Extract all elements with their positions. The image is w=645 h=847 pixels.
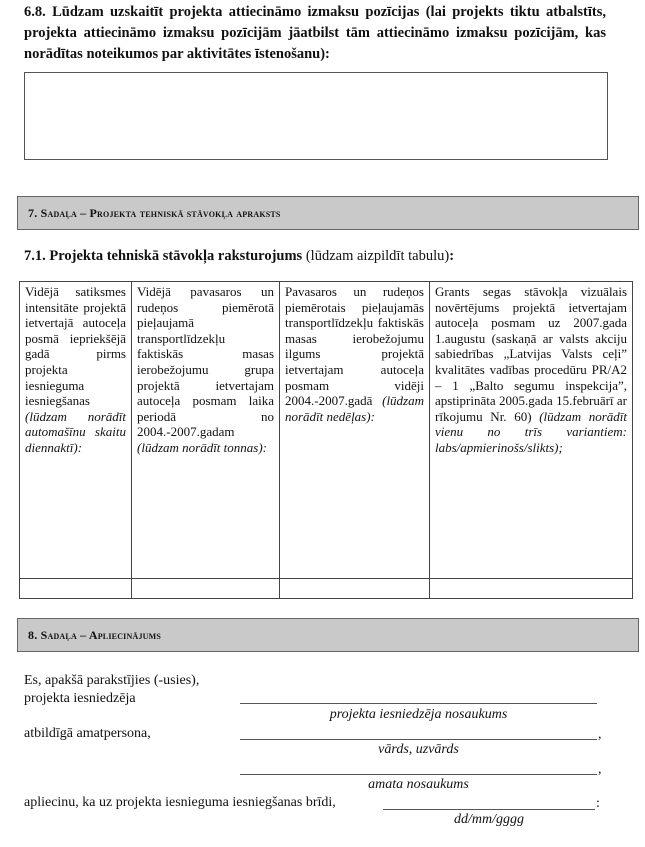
answer-cell-mass-restriction-group[interactable] — [132, 579, 280, 599]
column-mass-restriction-group-note: (lūdzam norādīt tonnas): — [137, 439, 267, 455]
column-gravel-condition — [430, 282, 633, 579]
declaration-applicant-label: projekta iesniedzēja — [24, 691, 136, 706]
applicant-name-line[interactable] — [240, 703, 597, 704]
official-name-caption: vārds, uzvārds — [378, 742, 459, 757]
question-7-1-instruction: (lūdzam aizpildīt tabulu) — [302, 248, 450, 264]
section-7-header: 7. Sadaļa – Projekta tehniskā stāvokļa apraksts — [17, 196, 639, 230]
position-title-line[interactable] — [240, 774, 597, 775]
table-answer-row — [20, 579, 633, 599]
column-traffic-intensity-text: Vidējā satiksmes intensitāte projektā ietvertajā autoceļa posmā iepriekšējā gadā pirms projekta iesnieguma iesniegšanas — [25, 284, 126, 409]
question-7-1-colon: : — [449, 248, 455, 264]
submission-date-line[interactable] — [383, 809, 595, 810]
column-restriction-duration-note: (lūdzam norādīt nedēļas): — [285, 393, 424, 424]
submission-date-caption: dd/mm/gggg — [454, 812, 524, 827]
position-title-comma: , — [598, 762, 602, 777]
position-title-caption: amata nosaukums — [368, 777, 469, 792]
question-7-1-title: 7.1. Projekta tehniskā stāvokļa raksturojums — [24, 248, 303, 264]
official-name-comma: , — [598, 727, 602, 742]
table-header-row — [20, 282, 633, 579]
column-mass-restriction-group-text: Vidējā pavasaros un rudeņos piemērotā pieļaujamā transportlīdzekļu faktiskās masas ierobežojumu grupa projektā ietvertajam autoceļa posmam laika periodā no 2004.-2007.gadam — [137, 284, 274, 440]
declaration-intro: Es, apakšā parakstījies (-usies), — [24, 673, 200, 688]
applicant-name-caption: projekta iesniedzēja nosaukums — [329, 707, 508, 722]
column-gravel-condition-note: (lūdzam norādīt vienu no trīs variantiem: labs/apmierinošs/slikts); — [435, 408, 628, 455]
column-restriction-duration — [280, 282, 430, 579]
certify-label: apliecinu, ka uz projekta iesnieguma iesniegšanas brīdi, — [24, 795, 336, 810]
cost-positions-answer-box[interactable] — [24, 72, 608, 160]
section-8-header: 8. Sadaļa – Apliecinājums — [17, 618, 639, 652]
question-6-8: 6.8. Lūdzam uzskaitīt projekta attiecināmo izmaksu pozīcijas (lai projekts tiktu atbalstīts, projekta attiecināmo izmaksu pozīcijām jāatbilst tām attiecināmo izmaksu pozīcijām, kas norādītas noteikumos par aktivitātes īstenošanu): — [24, 4, 606, 62]
answer-cell-traffic-intensity[interactable] — [20, 579, 132, 599]
technical-state-table — [19, 281, 633, 599]
answer-cell-gravel-condition[interactable] — [430, 579, 633, 599]
submission-date-colon: : — [596, 796, 600, 811]
column-gravel-condition-text: Grants segas stāvokļa vizuālais novērtējums projektā ietvertajam autoceļa posmam uz 2007.gada 1.augustu (saskaņā ar valsts akciju sabiedrības „Latvijas Valsts ceļi” kvalitātes vadības procedūru PR/A2 – 1 „Balto segumu inspekcija”, apstiprināta 2005.gada 15.februārī ar rīkojumu Nr. 60) — [435, 284, 627, 424]
column-mass-restriction-group — [132, 282, 280, 579]
question-7-1 — [24, 246, 624, 266]
official-name-line[interactable] — [240, 739, 597, 740]
column-traffic-intensity — [20, 282, 132, 579]
official-label: atbildīgā amatpersona, — [24, 726, 151, 741]
column-traffic-intensity-note: (lūdzam norādīt automašīnu skaitu diennaktī): — [25, 408, 126, 455]
answer-cell-restriction-duration[interactable] — [280, 579, 430, 599]
column-restriction-duration-text: Pavasaros un rudeņos piemērotais pieļaujamās transportlīdzekļu faktiskās masas ierobežojumu ilgums projektā ietvertajam autoceļa posmam vidēji 2004.-2007.gadā — [285, 284, 424, 409]
